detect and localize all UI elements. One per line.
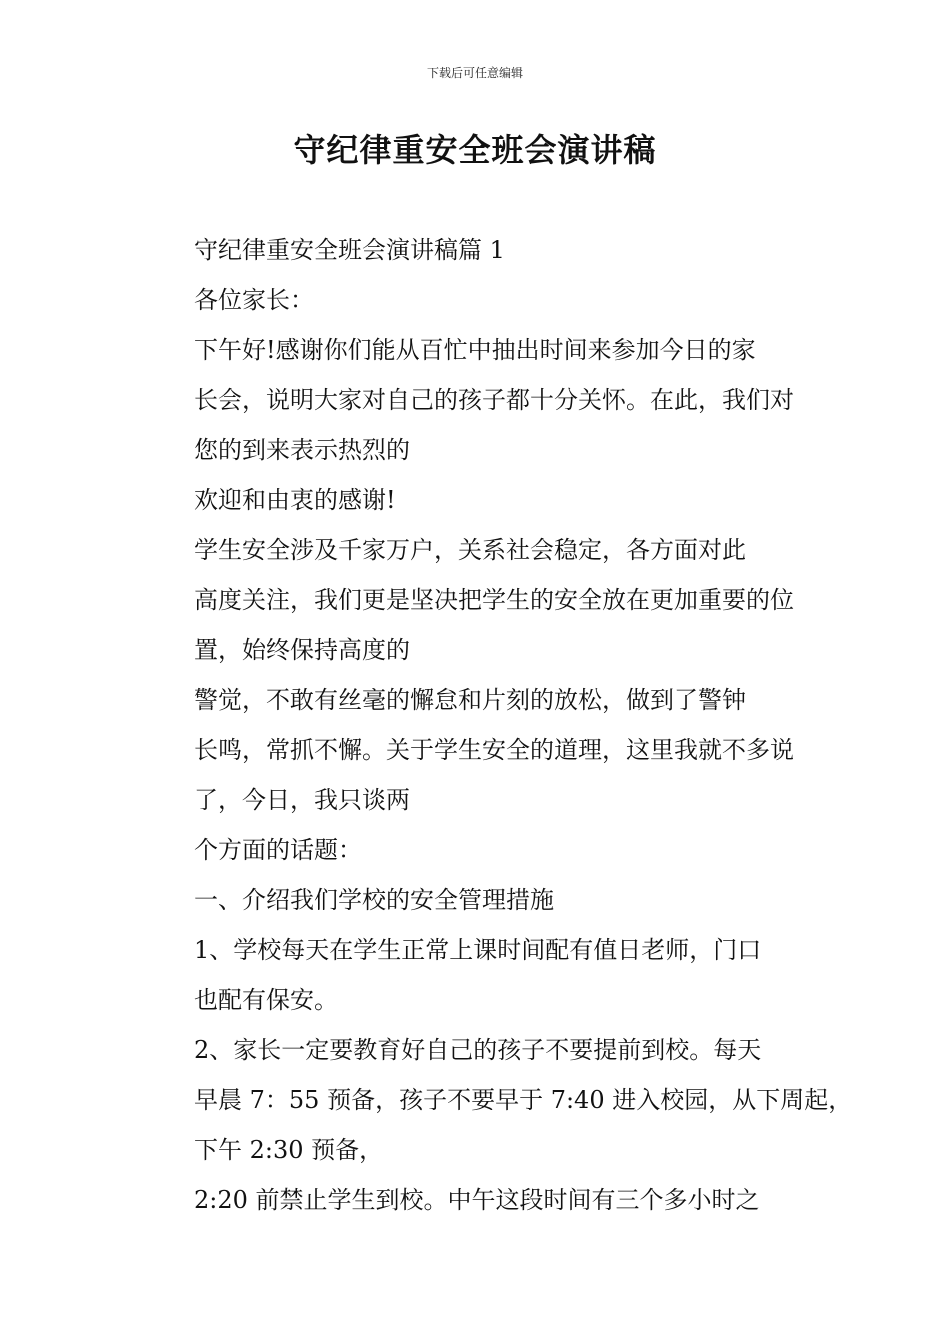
paragraph-topics	[146, 825, 806, 875]
text-line: 个方面的话题：	[194, 836, 362, 864]
paragraph-noon-break	[146, 1175, 806, 1225]
text-line: 2:20 前禁止学生到校。中午这段时间有三个多小时之	[194, 1186, 760, 1214]
text-line: 各位家长：	[194, 286, 314, 314]
text-line: 也配有保安。	[194, 986, 338, 1014]
text-line: 您的到来表示热烈的	[194, 436, 410, 464]
text-line: 守纪律重安全班会演讲稿篇 1	[194, 236, 505, 264]
page-header-note: 下载后可任意编辑	[426, 66, 523, 80]
text-line: 了，今日，我只谈两	[194, 786, 410, 814]
text-line: 欢迎和由衷的感谢!	[194, 486, 396, 514]
paragraph-thanks	[146, 475, 806, 525]
text-line: 1、学校每天在学生正常上课时间配有值日老师，门口	[194, 936, 762, 964]
list-item-1	[146, 925, 806, 1025]
text-line: 下午好!感谢你们能从百忙中抽出时间来参加今日的家	[194, 336, 756, 364]
text-line: 一、介绍我们学校的安全管理措施	[194, 886, 554, 914]
text-line: 长会，说明大家对自己的孩子都十分关怀。在此，我们对	[194, 386, 794, 414]
paragraph-salutation	[146, 275, 806, 325]
section-heading-measures	[146, 875, 806, 925]
list-item-2	[146, 1025, 853, 1175]
document-body	[146, 225, 853, 1225]
paragraph-vigilance	[146, 675, 806, 825]
text-line: 2、家长一定要教育好自己的孩子不要提前到校。每天	[194, 1036, 762, 1064]
paragraph-greeting	[146, 325, 806, 475]
text-line: 早晨 7：55 预备，孩子不要早于 7:40 进入校园，从下周起，	[194, 1086, 853, 1114]
text-line: 高度关注，我们更是坚决把学生的安全放在更加重要的位	[194, 586, 794, 614]
text-line: 警觉，不敢有丝毫的懈怠和片刻的放松，做到了警钟	[194, 686, 746, 714]
paragraph-subtitle	[146, 225, 806, 275]
text-line: 学生安全涉及千家万户，关系社会稳定，各方面对此	[194, 536, 746, 564]
paragraph-safety-importance	[146, 525, 806, 675]
text-line: 长鸣，常抓不懈。关于学生安全的道理，这里我就不多说	[194, 736, 794, 764]
text-line: 置，始终保持高度的	[194, 636, 410, 664]
document-title: 守纪律重安全班会演讲稿	[293, 131, 657, 169]
text-line: 下午 2:30 预备，	[194, 1136, 384, 1164]
